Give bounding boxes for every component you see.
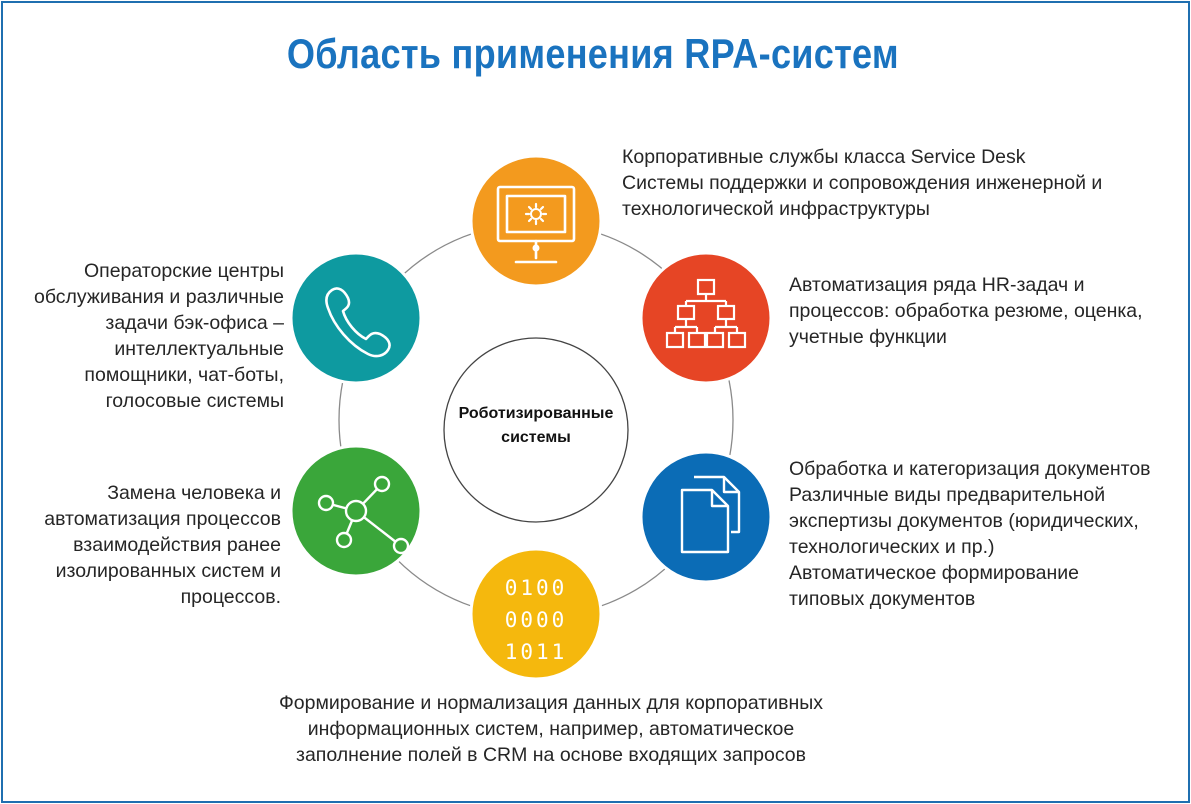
integration-description xyxy=(0,480,281,610)
description-line: Формирование и нормализация данных для корпоративных xyxy=(278,692,824,714)
binary-row: 0000 xyxy=(504,608,568,632)
description-line: изолированных систем и xyxy=(55,560,281,582)
binary-icon xyxy=(470,572,602,668)
description-line: Различные виды предварительной xyxy=(789,484,1106,506)
description-line: учетные функции xyxy=(789,326,947,348)
documents-description xyxy=(789,456,1151,612)
data-description xyxy=(226,690,876,768)
binary-row: 0100 xyxy=(504,576,568,600)
description-line: экспертизы документов (юридических, xyxy=(789,510,1139,532)
hr-circle xyxy=(641,253,771,383)
node-integration xyxy=(291,446,421,576)
center-label xyxy=(438,402,634,450)
page-title: Область применения RPA-систем xyxy=(286,30,899,77)
description-line: процессов: обработка резюме, оценка, xyxy=(789,300,1143,322)
node-documents xyxy=(641,452,771,582)
call-center-description xyxy=(0,258,284,414)
description-line: Операторские центры xyxy=(83,260,284,282)
description-line: процессов. xyxy=(180,586,281,608)
description-line: задачи бэк-офиса – xyxy=(105,312,284,334)
service-desk-description xyxy=(622,144,1102,222)
description-line: Замена человека и xyxy=(107,482,281,504)
center-label-line: Роботизированные xyxy=(458,405,614,422)
description-line: Системы поддержки и сопровождения инженерной и xyxy=(622,172,1103,194)
description-line: информационных систем, например, автоматическое xyxy=(307,718,795,740)
node-hr xyxy=(641,253,771,383)
hr-description xyxy=(789,272,1143,350)
node-service-desk xyxy=(471,156,601,286)
description-line: обслуживания и различные xyxy=(33,286,284,308)
node-call-center xyxy=(291,253,421,383)
description-line: Корпоративные службы класса Service Desk xyxy=(622,146,1026,168)
description-line: технологических и пр.) xyxy=(789,536,995,558)
description-line: голосовые системы xyxy=(105,390,284,412)
description-line: помощники, чат-боты, xyxy=(84,364,284,386)
description-line: заполнение полей в CRM на основе входящих запросов xyxy=(296,744,806,766)
center-label-line: системы xyxy=(501,429,571,446)
description-line: Обработка и категоризация документов xyxy=(789,458,1151,480)
description-line: Автоматизация ряда HR-задач и xyxy=(789,274,1085,296)
description-line: взаимодействия ранее xyxy=(73,534,281,556)
description-line: типовых документов xyxy=(789,588,976,610)
description-line: автоматизация процессов xyxy=(44,508,281,530)
binary-row: 1011 xyxy=(504,640,568,664)
call-center-circle xyxy=(291,253,421,383)
description-line: интеллектуальные xyxy=(114,338,284,360)
description-line: технологической инфраструктуры xyxy=(622,198,930,220)
description-line: Автоматическое формирование xyxy=(789,562,1079,584)
